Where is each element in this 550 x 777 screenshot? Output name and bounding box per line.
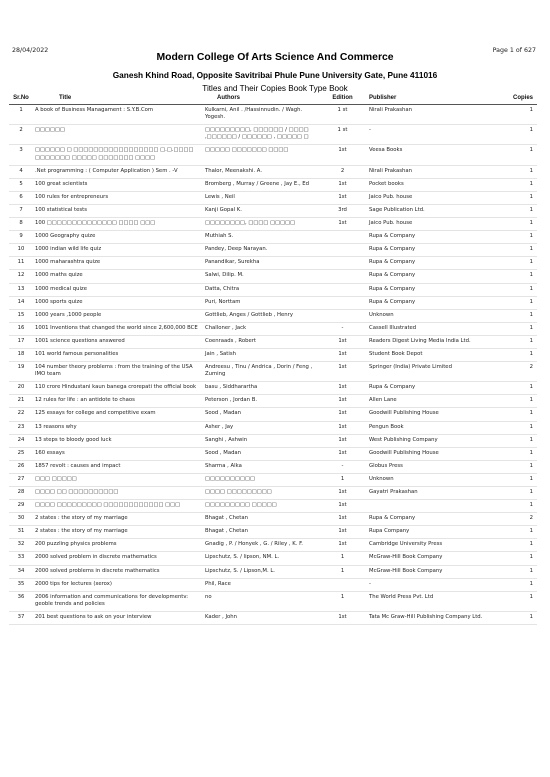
- row-srno: 30: [9, 513, 33, 526]
- row-edition: 1st: [318, 362, 367, 382]
- table-row: [9, 218, 537, 231]
- table-row: [9, 335, 537, 348]
- books-table: [9, 95, 537, 625]
- row-publisher: [367, 500, 489, 513]
- row-title: 100 □□□□□□□□□□□□□□ □□□□ □□□: [33, 218, 203, 231]
- row-edition: 1: [318, 552, 367, 565]
- row-copies: 1: [489, 204, 537, 217]
- row-title: 201 best questions to ask on your interview: [33, 611, 203, 624]
- row-copies: 1: [489, 473, 537, 486]
- row-edition: 3rd: [318, 204, 367, 217]
- row-publisher: Goodwill Publishing House: [367, 447, 489, 460]
- row-copies: 1: [489, 145, 537, 165]
- row-srno: 36: [9, 591, 33, 611]
- row-authors: Gnadig , P. / Honyek , G. / Riley , K. F.: [203, 539, 318, 552]
- row-authors: □□□□□□□□□ □□□□□: [203, 500, 318, 513]
- row-copies: 2: [489, 362, 537, 382]
- row-copies: 1: [489, 487, 537, 500]
- row-srno: 16: [9, 322, 33, 335]
- row-publisher: West Publishing Company: [367, 434, 489, 447]
- row-title: 100 statistical tests: [33, 204, 203, 217]
- row-title: 1000 maths quize: [33, 270, 203, 283]
- table-row: [9, 257, 537, 270]
- row-title: 160 essays: [33, 447, 203, 460]
- row-edition: [318, 244, 367, 257]
- row-copies: 1: [489, 395, 537, 408]
- row-copies: 1: [489, 335, 537, 348]
- row-publisher: Pocket books: [367, 178, 489, 191]
- row-srno: 11: [9, 257, 33, 270]
- row-authors: Pandey, Deep Narayan.: [203, 244, 318, 257]
- row-title: 1000 years ,1000 people: [33, 309, 203, 322]
- row-edition: [318, 257, 367, 270]
- row-title: 2000 solved problem in discrete mathematics: [33, 552, 203, 565]
- table-row: [9, 500, 537, 513]
- row-authors: Salwi, Dilip. M.: [203, 270, 318, 283]
- row-authors: no: [203, 591, 318, 611]
- row-edition: [318, 296, 367, 309]
- table-row: [9, 487, 537, 500]
- row-edition: 1st: [318, 434, 367, 447]
- table-row: [9, 460, 537, 473]
- row-srno: 13: [9, 283, 33, 296]
- row-srno: 14: [9, 296, 33, 309]
- row-copies: 2: [489, 513, 537, 526]
- row-edition: 1 st: [318, 105, 367, 125]
- row-authors: Thalor, Meenakshi. A.: [203, 165, 318, 178]
- row-title: 100 rules for entrepreneurs: [33, 191, 203, 204]
- row-title: 13 steps to bloody good luck: [33, 434, 203, 447]
- row-publisher: Springer (India) Private Limited: [367, 362, 489, 382]
- row-copies: 1: [489, 526, 537, 539]
- row-srno: 15: [9, 309, 33, 322]
- row-title: 200 puzzling physics problems: [33, 539, 203, 552]
- row-edition: [318, 578, 367, 591]
- row-copies: 1: [489, 460, 537, 473]
- row-title: 2 states : the story of my marriage: [33, 513, 203, 526]
- row-srno: 33: [9, 552, 33, 565]
- row-publisher: Student Book Depot: [367, 348, 489, 361]
- row-title: 13 reasons why: [33, 421, 203, 434]
- row-title: □□□□ □□□□□□□□□ □□□□□□□□□□□□ □□□: [33, 500, 203, 513]
- row-copies: 1: [489, 421, 537, 434]
- row-copies: 1: [489, 218, 537, 231]
- row-title: 100 great scientists: [33, 178, 203, 191]
- column-header-srno: Sr.No: [9, 95, 33, 105]
- table-row: [9, 552, 537, 565]
- row-title: 1000 sports quize: [33, 296, 203, 309]
- row-srno: 27: [9, 473, 33, 486]
- table-row: [9, 434, 537, 447]
- row-authors: Puri, Norttam: [203, 296, 318, 309]
- row-authors: Kader , John: [203, 611, 318, 624]
- row-authors: □□□□□□□□, □□□□ □□□□□: [203, 218, 318, 231]
- row-authors: Phil, Race: [203, 578, 318, 591]
- row-authors: Challoner , Jack: [203, 322, 318, 335]
- row-authors: Sharma , Alka: [203, 460, 318, 473]
- row-copies: 1: [489, 257, 537, 270]
- row-copies: 1: [489, 348, 537, 361]
- row-title: 1001 Inventions that changed the world since 2,600,000 BCE: [33, 322, 203, 335]
- row-publisher: Rupa & Company: [367, 513, 489, 526]
- row-srno: 9: [9, 231, 33, 244]
- column-header-copies: Copies: [489, 95, 537, 105]
- row-title: 1857 revolt : causes and impact: [33, 460, 203, 473]
- report-title: Titles and Their Copies Book Type Book: [202, 84, 348, 93]
- row-authors: □□□□□□□□□□: [203, 473, 318, 486]
- row-copies: 1: [489, 309, 537, 322]
- row-srno: 6: [9, 191, 33, 204]
- row-copies: 1: [489, 322, 537, 335]
- row-copies: 1: [489, 434, 537, 447]
- page-number: Page 1 of 627: [492, 47, 536, 54]
- row-publisher: Gayatri Prakashan: [367, 487, 489, 500]
- row-srno: 12: [9, 270, 33, 283]
- table-row: [9, 165, 537, 178]
- row-edition: -: [318, 460, 367, 473]
- row-srno: 20: [9, 382, 33, 395]
- row-authors: Bhagat , Chetan: [203, 526, 318, 539]
- table-row: [9, 473, 537, 486]
- row-title: 101 world famous personalities: [33, 348, 203, 361]
- row-edition: 1: [318, 591, 367, 611]
- row-copies: 1: [489, 296, 537, 309]
- row-publisher: Cassell Illustrated: [367, 322, 489, 335]
- row-publisher: Rupa & Company: [367, 283, 489, 296]
- row-publisher: -: [367, 578, 489, 591]
- row-authors: Coenraads , Robert: [203, 335, 318, 348]
- row-edition: 1st: [318, 348, 367, 361]
- row-authors: Bromberg , Murray / Greene , Jay E., Ed: [203, 178, 318, 191]
- table-row: [9, 231, 537, 244]
- row-copies: 1: [489, 125, 537, 145]
- row-authors: Sanghi , Ashwin: [203, 434, 318, 447]
- row-srno: 31: [9, 526, 33, 539]
- table-row: [9, 125, 537, 145]
- row-edition: 1st: [318, 178, 367, 191]
- row-publisher: Cambridge University Press: [367, 539, 489, 552]
- table-row: [9, 191, 537, 204]
- row-edition: [318, 309, 367, 322]
- row-publisher: Rupa & Company: [367, 231, 489, 244]
- row-title: 1000 maharashtra quize: [33, 257, 203, 270]
- row-authors: Asher , Jay: [203, 421, 318, 434]
- row-copies: 1: [489, 105, 537, 125]
- table-row: [9, 362, 537, 382]
- row-srno: 1: [9, 105, 33, 125]
- row-edition: [318, 270, 367, 283]
- row-publisher: The World Press Pvt. Ltd: [367, 591, 489, 611]
- table-row: [9, 421, 537, 434]
- row-srno: 23: [9, 421, 33, 434]
- row-title: □□□□ □□ □□□□□□□□□□: [33, 487, 203, 500]
- table-row: [9, 395, 537, 408]
- row-edition: 1st: [318, 487, 367, 500]
- table-row: [9, 447, 537, 460]
- row-edition: 1st: [318, 395, 367, 408]
- row-srno: 24: [9, 434, 33, 447]
- row-publisher: Nirali Prakashan: [367, 105, 489, 125]
- row-publisher: Rupa & Company: [367, 257, 489, 270]
- row-copies: 1: [489, 591, 537, 611]
- row-title: 104 number theory problems : from the training of the USA IMO team: [33, 362, 203, 382]
- row-copies: 1: [489, 539, 537, 552]
- row-srno: 17: [9, 335, 33, 348]
- row-srno: 5: [9, 178, 33, 191]
- row-edition: 1st: [318, 447, 367, 460]
- row-srno: 3: [9, 145, 33, 165]
- table-row: [9, 611, 537, 624]
- row-publisher: Pengun Book: [367, 421, 489, 434]
- row-edition: [318, 283, 367, 296]
- row-srno: 28: [9, 487, 33, 500]
- row-srno: 35: [9, 578, 33, 591]
- row-authors: Kulkarni, Anil . /Hassinnudin. / Wagh. Yogesh.: [203, 105, 318, 125]
- row-copies: 1: [489, 565, 537, 578]
- row-srno: 37: [9, 611, 33, 624]
- row-copies: 1: [489, 283, 537, 296]
- row-publisher: Allen Lane: [367, 395, 489, 408]
- row-publisher: Veesa Books: [367, 145, 489, 165]
- table-header-row: [9, 95, 537, 105]
- row-edition: 1st: [318, 218, 367, 231]
- row-title: 12 rules for life : an antidote to chaos: [33, 395, 203, 408]
- row-copies: 1: [489, 165, 537, 178]
- row-srno: 29: [9, 500, 33, 513]
- table-row: [9, 270, 537, 283]
- row-publisher: McGraw-Hill Book Company: [367, 565, 489, 578]
- row-edition: 1st: [318, 145, 367, 165]
- row-copies: 1: [489, 244, 537, 257]
- row-srno: 21: [9, 395, 33, 408]
- row-publisher: Rupa & Company: [367, 382, 489, 395]
- table-row: [9, 513, 537, 526]
- row-copies: 1: [489, 382, 537, 395]
- row-copies: 1: [489, 447, 537, 460]
- table-body: [9, 105, 537, 625]
- table-row: [9, 204, 537, 217]
- row-publisher: Readers Digest Living Media India Ltd.: [367, 335, 489, 348]
- row-authors: □□□□□□□□□, □□□□□□ / □□□□ ,□□□□□□ / □□□□□□ , □□□□□ □: [203, 125, 318, 145]
- row-copies: 1: [489, 500, 537, 513]
- row-srno: 2: [9, 125, 33, 145]
- row-edition: 1st: [318, 539, 367, 552]
- row-publisher: Jaico Pub. house: [367, 191, 489, 204]
- row-authors: Andreesu , Tinu / Andrica , Dorin / Feng , Zuming: [203, 362, 318, 382]
- row-edition: 2: [318, 165, 367, 178]
- row-authors: Sood , Madan: [203, 408, 318, 421]
- table-row: [9, 283, 537, 296]
- table-row: [9, 565, 537, 578]
- table-row: [9, 539, 537, 552]
- row-authors: Kanji Gopal K.: [203, 204, 318, 217]
- row-authors: Jain , Satish: [203, 348, 318, 361]
- row-title: 1000 indian wild life quiz: [33, 244, 203, 257]
- row-srno: 34: [9, 565, 33, 578]
- row-srno: 22: [9, 408, 33, 421]
- row-title: .Net programming : ( Computer Application ) Sem . -V: [33, 165, 203, 178]
- row-edition: 1st: [318, 526, 367, 539]
- row-srno: 7: [9, 204, 33, 217]
- row-copies: 1: [489, 408, 537, 421]
- row-edition: 1 st: [318, 125, 367, 145]
- row-title: 2000 solved problems in discrete mathematics: [33, 565, 203, 578]
- row-copies: 1: [489, 611, 537, 624]
- table-row: [9, 244, 537, 257]
- row-edition: 1st: [318, 421, 367, 434]
- row-edition: 1st: [318, 408, 367, 421]
- row-srno: 8: [9, 218, 33, 231]
- row-authors: □□□□ □□□□□□□□□: [203, 487, 318, 500]
- row-edition: 1st: [318, 382, 367, 395]
- row-edition: 1: [318, 473, 367, 486]
- row-title: □□□□□□: [33, 125, 203, 145]
- table-row: [9, 105, 537, 125]
- row-authors: basu , Siddharartha: [203, 382, 318, 395]
- row-title: 2006 information and communications for developmentv: geoble trends and policies: [33, 591, 203, 611]
- row-title: 125 essays for college and competitive exam: [33, 408, 203, 421]
- table-row: [9, 382, 537, 395]
- row-edition: -: [318, 322, 367, 335]
- row-authors: Lewis , Neil: [203, 191, 318, 204]
- row-srno: 10: [9, 244, 33, 257]
- column-header-authors: Authors: [203, 95, 318, 105]
- row-srno: 19: [9, 362, 33, 382]
- row-srno: 18: [9, 348, 33, 361]
- row-copies: 1: [489, 231, 537, 244]
- row-publisher: McGraw-Hill Book Company: [367, 552, 489, 565]
- row-title: A book of Business Managament : S.Y.B.Com: [33, 105, 203, 125]
- row-title: □□□□□□ □ □□□□□□□□□□□□□□□□□ □.□.□□□□ □□□□□□□ □□□□□ □□□□□□□ □□□□: [33, 145, 203, 165]
- row-publisher: Jaico Pub. house: [367, 218, 489, 231]
- row-copies: 1: [489, 578, 537, 591]
- row-authors: Lipschutz, S. / Lipson,M. L.: [203, 565, 318, 578]
- row-copies: 1: [489, 552, 537, 565]
- row-authors: Sood , Madan: [203, 447, 318, 460]
- row-edition: 1st: [318, 611, 367, 624]
- column-header-publisher: Publisher: [367, 95, 489, 105]
- row-publisher: Unknown: [367, 309, 489, 322]
- table-row: [9, 296, 537, 309]
- table-row: [9, 578, 537, 591]
- row-authors: Gottlieb, Anges / Gottlieb , Henry: [203, 309, 318, 322]
- row-authors: Bhagat , Chetan: [203, 513, 318, 526]
- row-title: 1001 science questions answered: [33, 335, 203, 348]
- row-authors: Muthiah S.: [203, 231, 318, 244]
- row-srno: 26: [9, 460, 33, 473]
- row-title: 1000 Geography quize: [33, 231, 203, 244]
- column-header-title: Title: [33, 95, 203, 105]
- table-header: [9, 95, 537, 105]
- column-header-edition: Edition: [318, 95, 367, 105]
- college-address: Ganesh Khind Road, Opposite Savitribai Phule Pune University Gate, Pune 411016: [112, 70, 438, 80]
- table-row: [9, 591, 537, 611]
- row-edition: 1: [318, 565, 367, 578]
- college-name: Modern College Of Arts Science And Commerce: [156, 52, 394, 63]
- table-row: [9, 322, 537, 335]
- row-title: □□□ □□□□□: [33, 473, 203, 486]
- row-authors: Peterson , Jordan B.: [203, 395, 318, 408]
- row-title: 2000 tips for lectures (xerox): [33, 578, 203, 591]
- row-edition: 1st: [318, 191, 367, 204]
- row-srno: 4: [9, 165, 33, 178]
- row-publisher: Sage Publication Ltd.: [367, 204, 489, 217]
- row-title: 1000 medical quize: [33, 283, 203, 296]
- table-row: [9, 145, 537, 165]
- row-authors: Datta, Chitra: [203, 283, 318, 296]
- row-authors: Lipschutz, S. / lipson, NM. L.: [203, 552, 318, 565]
- row-srno: 32: [9, 539, 33, 552]
- table-row: [9, 408, 537, 421]
- row-copies: 1: [489, 270, 537, 283]
- row-edition: 1st: [318, 335, 367, 348]
- report-date: 28/04/2022: [12, 47, 49, 54]
- row-publisher: Rupa Company: [367, 526, 489, 539]
- row-publisher: Nirali Prakashan: [367, 165, 489, 178]
- row-publisher: Unknown: [367, 473, 489, 486]
- row-edition: 1st: [318, 500, 367, 513]
- row-edition: 1st: [318, 513, 367, 526]
- row-copies: 1: [489, 178, 537, 191]
- row-srno: 25: [9, 447, 33, 460]
- row-title: 110 crore Hindustani kaun banega crorepati the official book: [33, 382, 203, 395]
- table-row: [9, 178, 537, 191]
- row-publisher: -: [367, 125, 489, 145]
- row-title: 2 states : the story of my marriage: [33, 526, 203, 539]
- row-publisher: Tata Mc Graw-Hill Publishing Company Ltd.: [367, 611, 489, 624]
- row-publisher: Rupa & Company: [367, 296, 489, 309]
- row-copies: 1: [489, 191, 537, 204]
- row-publisher: Globus Press: [367, 460, 489, 473]
- row-authors: □□□□□ □□□□□□□ □□□□: [203, 145, 318, 165]
- table-row: [9, 526, 537, 539]
- row-publisher: Rupa & Company: [367, 244, 489, 257]
- row-edition: [318, 231, 367, 244]
- row-publisher: Rupa & Company: [367, 270, 489, 283]
- row-authors: Panandikar, Surekha: [203, 257, 318, 270]
- row-publisher: Goodwill Publishing House: [367, 408, 489, 421]
- table-row: [9, 309, 537, 322]
- table-row: [9, 348, 537, 361]
